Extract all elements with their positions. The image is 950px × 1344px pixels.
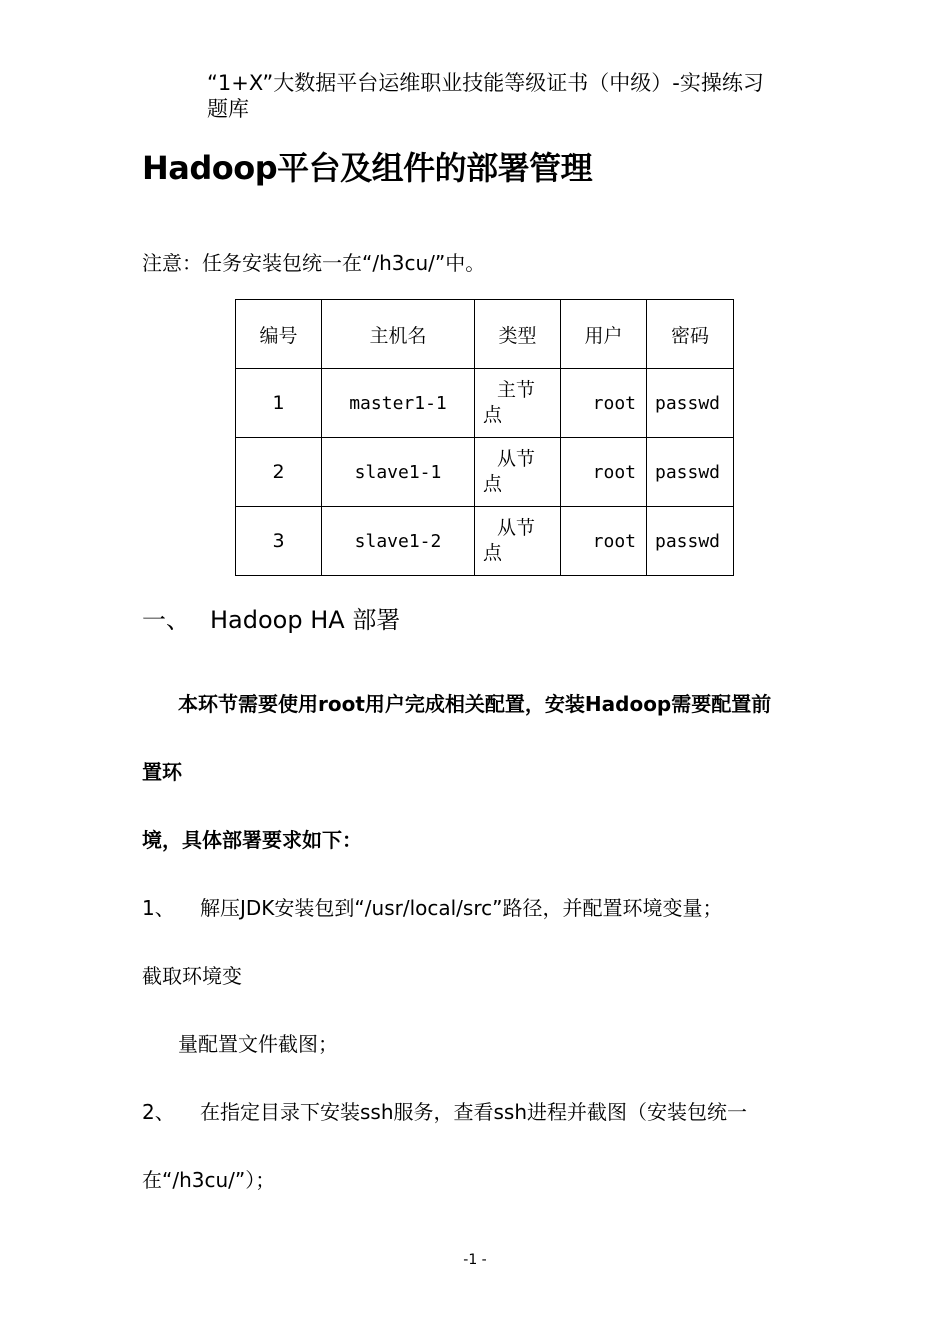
cell-user: root <box>561 507 647 576</box>
cell-id: 3 <box>236 507 322 576</box>
cell-type <box>475 438 561 507</box>
cell-host: slave1-2 <box>322 507 475 576</box>
cell-host: master1-1 <box>322 369 475 438</box>
cell-type-part-1: 从节 <box>497 517 536 539</box>
cell-id: 2 <box>236 438 322 507</box>
cell-user: root <box>561 369 647 438</box>
install-note: 注意：任务安装包统一在“/h3cu/”中。 <box>142 251 486 275</box>
list-item-1 <box>142 892 722 921</box>
list-item-2-continued: 在“/h3cu/”）； <box>142 1168 276 1192</box>
cell-host: slave1-1 <box>322 438 475 507</box>
list-item-2 <box>142 1096 747 1125</box>
intro-line-2: 置环 <box>142 760 182 784</box>
column-header-type: 类型 <box>475 300 561 369</box>
column-header-host: 主机名 <box>322 300 475 369</box>
cell-type-part-2: 点 <box>483 404 503 426</box>
column-header-id: 编号 <box>236 300 322 369</box>
host-table <box>235 299 734 576</box>
list-item-1-continued-2: 量配置文件截图； <box>178 1032 338 1056</box>
table-header-row <box>236 300 734 369</box>
column-header-user: 用户 <box>561 300 647 369</box>
cell-password: passwd <box>647 507 734 576</box>
page-number: -1 - <box>463 1252 487 1268</box>
column-header-password: 密码 <box>647 300 734 369</box>
table-row <box>236 369 734 438</box>
cell-type-part-2: 点 <box>483 473 503 495</box>
page-title: Hadoop平台及组件的部署管理 <box>142 149 593 187</box>
intro-line-3: 境，具体部署要求如下： <box>142 828 362 852</box>
cell-type-part-2: 点 <box>483 542 503 564</box>
section-number: 一、 <box>142 606 190 634</box>
table-row <box>236 507 734 576</box>
document-header: “1+X”大数据平台运维职业技能等级证书（中级）-实操练习题库 <box>207 71 764 121</box>
list-item-number: 1、 <box>142 896 175 920</box>
cell-type-part-1: 主节 <box>497 379 536 401</box>
section-title: Hadoop HA 部署 <box>210 606 401 634</box>
list-item-number: 2、 <box>142 1100 175 1124</box>
table-row <box>236 438 734 507</box>
cell-user: root <box>561 438 647 507</box>
cell-id: 1 <box>236 369 322 438</box>
list-item-1-continued: 截取环境变 <box>142 964 242 988</box>
list-item-text: 在指定目录下安装ssh服务，查看ssh进程并截图（安装包统一 <box>200 1100 748 1124</box>
cell-password: passwd <box>647 438 734 507</box>
list-item-text: 解压JDK安装包到“/usr/local/src”路径，并配置环境变量； <box>200 896 723 920</box>
cell-type <box>475 507 561 576</box>
intro-line-1: 本环节需要使用root用户完成相关配置，安装Hadoop需要配置前 <box>178 692 772 716</box>
cell-type <box>475 369 561 438</box>
cell-type-part-1: 从节 <box>497 448 536 470</box>
cell-password: passwd <box>647 369 734 438</box>
section-heading <box>142 600 400 635</box>
